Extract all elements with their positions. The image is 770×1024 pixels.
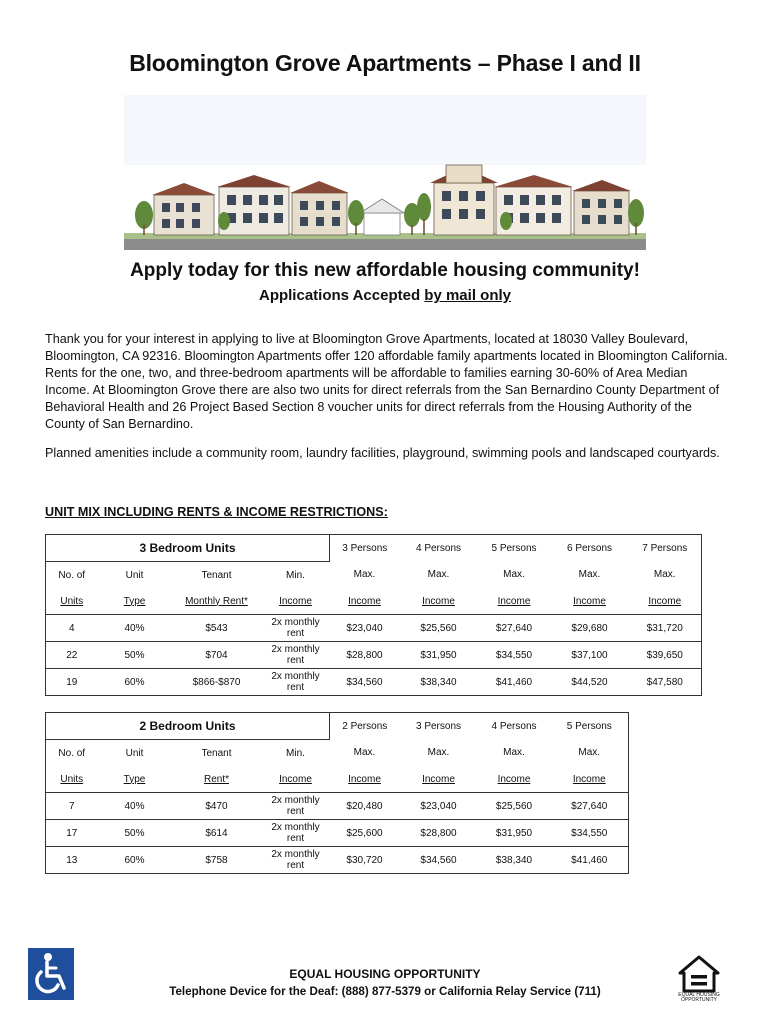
table-row bbox=[46, 847, 629, 874]
three-bedroom-title-row bbox=[46, 535, 702, 562]
persons-header: 7 Persons bbox=[642, 542, 688, 554]
table-cell: $41,460 bbox=[571, 854, 608, 866]
column-header: Tenant bbox=[201, 747, 232, 759]
table-row bbox=[46, 793, 629, 820]
header-row bbox=[46, 766, 629, 793]
persons-header: 2 Persons bbox=[342, 720, 388, 732]
subhead-underlined: by mail only bbox=[424, 287, 511, 304]
table-cell: 2x monthly rent bbox=[262, 615, 330, 642]
left-building-group bbox=[152, 175, 349, 235]
subhead-prefix: Applications Accepted bbox=[258, 287, 425, 304]
equal-housing-house-icon bbox=[676, 953, 722, 1003]
table-cell: 7 bbox=[46, 793, 98, 820]
table-cell: 13 bbox=[66, 854, 78, 866]
table-cell: $27,640 bbox=[551, 793, 629, 820]
table-cell: $27,640 bbox=[478, 615, 551, 642]
column-header: Type bbox=[98, 588, 172, 615]
equal-housing-line: EQUAL HOUSING OPPORTUNITY bbox=[289, 967, 481, 981]
column-header: Max. bbox=[427, 747, 450, 759]
table-cell: $614 bbox=[172, 820, 262, 847]
column-header: Max. bbox=[578, 569, 601, 581]
column-header: Rent* bbox=[172, 766, 262, 793]
page-title: Bloomington Grove Apartments – Phase I and II bbox=[129, 50, 641, 76]
two-bedroom-table bbox=[45, 712, 629, 874]
column-header: Min. bbox=[286, 747, 305, 759]
column-header: Max. bbox=[503, 747, 525, 759]
column-header: Income bbox=[478, 588, 551, 615]
persons-header: 3 Persons bbox=[415, 720, 462, 732]
table-row bbox=[46, 642, 702, 669]
headline: Apply today for this new affordable housing community! bbox=[130, 260, 640, 281]
table-cell: 2x monthly rent bbox=[271, 849, 320, 871]
column-header: Income bbox=[629, 588, 702, 615]
column-header: Max. bbox=[353, 747, 376, 759]
table-cell: $543 bbox=[172, 615, 262, 642]
table-cell: $34,550 bbox=[478, 642, 551, 669]
persons-header: 5 Persons bbox=[566, 720, 612, 732]
column-header: Income bbox=[262, 766, 330, 793]
header-row bbox=[46, 740, 629, 767]
column-header: Income bbox=[400, 588, 478, 615]
column-header: Max. bbox=[427, 569, 450, 581]
table-cell: 50% bbox=[98, 642, 172, 669]
table-cell: 60% bbox=[124, 854, 145, 866]
table-cell: $39,650 bbox=[629, 642, 702, 669]
column-header: Tenant bbox=[201, 569, 232, 581]
table-row bbox=[46, 820, 629, 847]
header-row bbox=[46, 562, 702, 589]
table-cell: 50% bbox=[98, 820, 172, 847]
column-header: Income bbox=[551, 766, 629, 793]
table-cell: 60% bbox=[124, 676, 145, 688]
column-header: No. of bbox=[58, 569, 86, 581]
table-cell: $44,520 bbox=[571, 676, 608, 688]
table-cell: $38,340 bbox=[420, 676, 457, 688]
column-header: Income bbox=[551, 588, 629, 615]
table-cell: $28,800 bbox=[400, 820, 478, 847]
table-cell: $470 bbox=[172, 793, 262, 820]
persons-header: 4 Persons bbox=[491, 720, 537, 732]
intro-paragraph: Thank you for your interest in applying to live at Bloomington Grove Apartments, located at 18030 Valley Boulevard, Bloomington, CA 92316. Bloomington Apartments offer 120 affordable family apartments located in Bloomington California. Rents for the one, two, and three-bedroom apartments will be affordable to families earning 30-60% of Area Median Income. At Bloomington Grove there are also two units for direct referrals from the San Bernardino County Department of Behavioral Health and 26 Project Based Section 8 voucher units for direct referrals from the Housing Authority of the County of San Bernardino. bbox=[45, 332, 728, 431]
table-cell: $34,560 bbox=[420, 854, 457, 866]
column-header: Units bbox=[46, 588, 98, 615]
table-cell: $41,460 bbox=[495, 676, 533, 688]
column-header: Income bbox=[478, 766, 551, 793]
table-cell: $31,950 bbox=[478, 820, 551, 847]
table-cell: $704 bbox=[172, 642, 262, 669]
table-cell: $31,720 bbox=[629, 615, 702, 642]
table-row bbox=[46, 669, 702, 696]
table-cell: $28,800 bbox=[330, 642, 400, 669]
persons-header: 5 Persons bbox=[491, 542, 537, 554]
table-cell: $20,480 bbox=[330, 793, 400, 820]
table-cell: 4 bbox=[46, 615, 98, 642]
amenities-paragraph: Planned amenities include a community room, laundry facilities, playground, swimming pools and landscaped courtyards. bbox=[45, 446, 720, 460]
table-cell: 2x monthly rent bbox=[271, 671, 320, 693]
table-row bbox=[46, 615, 702, 642]
table-cell: $25,560 bbox=[400, 615, 478, 642]
footer-text bbox=[0, 966, 770, 1000]
persons-header: 6 Persons bbox=[566, 542, 613, 554]
table-cell: $47,580 bbox=[646, 676, 683, 688]
table-cell: $34,560 bbox=[346, 676, 383, 688]
table-cell: $758 bbox=[205, 854, 228, 866]
column-header: Income bbox=[400, 766, 478, 793]
table-cell: $23,040 bbox=[400, 793, 478, 820]
table-cell: 17 bbox=[46, 820, 98, 847]
table-cell: 19 bbox=[66, 676, 78, 688]
column-header: Income bbox=[262, 588, 330, 615]
tdd-line: Telephone Device for the Deaf: (888) 877-5379 or California Relay Service (711) bbox=[169, 985, 601, 998]
column-header: Income bbox=[330, 588, 400, 615]
column-header: Max. bbox=[503, 569, 525, 581]
persons-header: 3 Persons bbox=[342, 542, 388, 554]
equal-housing-logo-text: EQUAL HOUSING OPPORTUNITY bbox=[678, 992, 720, 1003]
table-title: 2 Bedroom Units bbox=[46, 713, 330, 740]
three-bedroom-table bbox=[45, 534, 702, 696]
table-cell: 22 bbox=[46, 642, 98, 669]
table-cell: $25,560 bbox=[478, 793, 551, 820]
table-title: 3 Bedroom Units bbox=[46, 535, 330, 562]
table-cell: 2x monthly rent bbox=[262, 793, 330, 820]
table-cell: $25,600 bbox=[330, 820, 400, 847]
table-cell: $31,950 bbox=[400, 642, 478, 669]
table-cell: $37,100 bbox=[551, 642, 629, 669]
column-header: Unit bbox=[125, 747, 144, 759]
table-cell: $34,550 bbox=[551, 820, 629, 847]
column-header: Monthly Rent* bbox=[172, 588, 262, 615]
table-cell: 40% bbox=[98, 793, 172, 820]
column-header: Max. bbox=[653, 569, 676, 581]
column-header: Max. bbox=[353, 569, 376, 581]
column-header: Unit bbox=[125, 569, 144, 581]
column-header: Units bbox=[46, 766, 98, 793]
column-header: Income bbox=[330, 766, 400, 793]
table-cell: 2x monthly rent bbox=[262, 820, 330, 847]
persons-header: 4 Persons bbox=[415, 542, 462, 554]
apartment-rendering-image bbox=[124, 95, 646, 250]
column-header: No. of bbox=[58, 747, 86, 759]
table-cell: 40% bbox=[98, 615, 172, 642]
section-title: UNIT MIX INCLUDING RENTS & INCOME RESTRICTIONS: bbox=[45, 505, 388, 519]
header-row bbox=[46, 588, 702, 615]
column-header: Type bbox=[98, 766, 172, 793]
two-bedroom-title-row bbox=[46, 713, 629, 740]
table-cell: $23,040 bbox=[330, 615, 400, 642]
table-cell: $866-$870 bbox=[192, 676, 241, 688]
table-cell: 2x monthly rent bbox=[262, 642, 330, 669]
column-header: Max. bbox=[578, 747, 601, 759]
column-header: Min. bbox=[286, 569, 305, 581]
table-cell: $29,680 bbox=[551, 615, 629, 642]
table-cell: $38,340 bbox=[495, 854, 533, 866]
subhead bbox=[0, 287, 770, 304]
table-cell: $30,720 bbox=[346, 854, 383, 866]
